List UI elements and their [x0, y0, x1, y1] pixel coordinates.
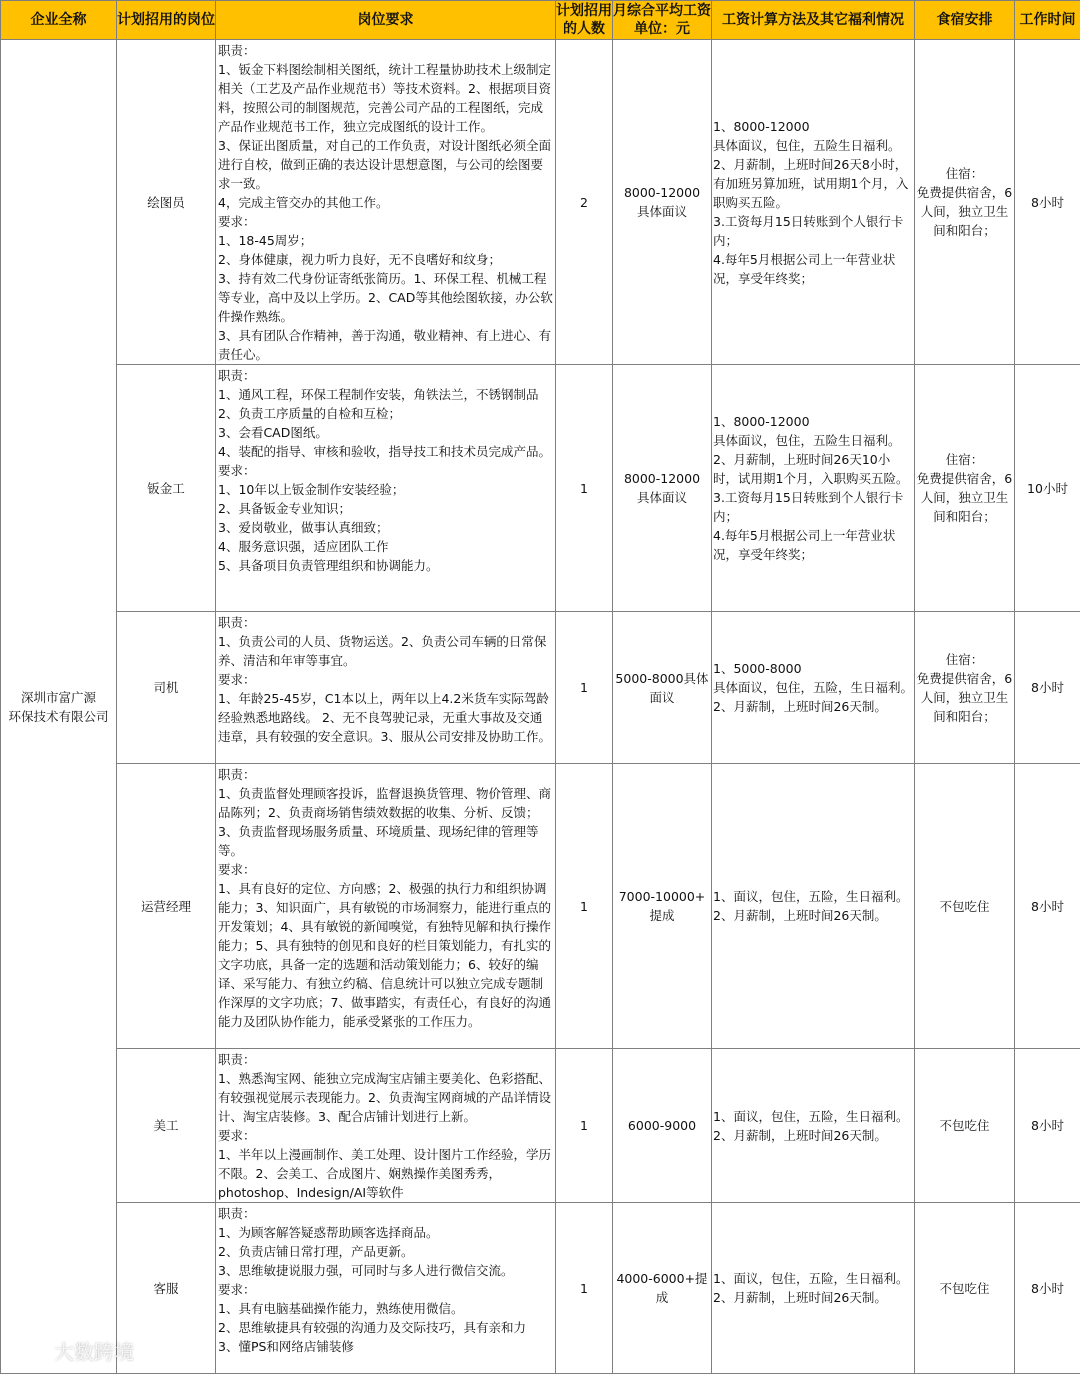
header-position: 计划招用的岗位 — [117, 1, 216, 40]
hire-count: 2 — [556, 40, 613, 365]
job-requirements: 职责： 1、负责监督处理顾客投诉，监督退换货管理、物价管理、商品陈列；2、负责商场销售绩效数据的收集、分析、反馈；3、负责监督现场服务质量、环境质量、现场纪律的管理等等。 要求： 1、具有良好的定位、方向感；2、极强的执行力和组织协调能力；3、知识面广，具有敏锐的市场洞察力，能进行重点的开发策划；4、具有敏锐的新闻嗅觉，有独特见解和执行操作能力；5、具有独特的创见和良好的栏目策划能力，有扎实的文字功底，具备一定的选题和活动策划能力；6、较好的编译、采写能力、有独立约稿、信息统计可以独立完成专题制作深厚的文字功底；7、做事踏实，有责任心，有良好的沟通能力及团队协作能力，能承受紧张的工作压力。 — [216, 764, 556, 1049]
benefits: 1、5000-8000 具体面议，包住，五险，生日福利。2、月薪制，上班时间26天制。 — [712, 612, 915, 764]
salary: 6000-9000 — [613, 1049, 712, 1203]
salary: 7000-10000+ 提成 — [613, 764, 712, 1049]
company-name: 深圳市富广源 环保技术有限公司 — [1, 40, 117, 1374]
work-hours: 8小时 — [1015, 1049, 1080, 1203]
position-name: 美工 — [117, 1049, 216, 1203]
work-hours: 8小时 — [1015, 764, 1080, 1049]
salary: 8000-12000 具体面议 — [613, 40, 712, 365]
watermark-text: 大数跨境 — [54, 1336, 134, 1365]
header-benefits: 工资计算方法及其它福利情况 — [712, 1, 915, 40]
benefits: 1、面议，包住，五险，生日福利。2、月薪制，上班时间26天制。 — [712, 764, 915, 1049]
header-salary: 月综合平均工资单位：元 — [613, 1, 712, 40]
position-name: 客服 — [117, 1203, 216, 1374]
table-row — [1, 1049, 1080, 1203]
position-name: 司机 — [117, 612, 216, 764]
work-hours: 8小时 — [1015, 1203, 1080, 1374]
position-name: 运营经理 — [117, 764, 216, 1049]
work-hours: 8小时 — [1015, 612, 1080, 764]
accommodation: 不包吃住 — [915, 764, 1015, 1049]
job-requirements: 职责： 1、负责公司的人员、货物运送。2、负责公司车辆的日常保养、清洁和年审等事宜。 要求： 1、年龄25-45岁，C1本以上，两年以上4.2米货车实际驾龄经验熟悉地路线。 2、无不良驾驶记录，无重大事故及交通违章，具有较强的安全意识。3、服从公司安排及协助工作。 — [216, 612, 556, 764]
position-name: 钣金工 — [117, 365, 216, 612]
accommodation: 住宿： 免费提供宿舍，6人间，独立卫生间和阳台； — [915, 365, 1015, 612]
table-row — [1, 612, 1080, 764]
job-requirements: 职责： 1、钣金下料图绘制相关图纸，统计工程量协助技术上级制定相关（工艺及产品作业规范书）等技术资料。2、根据项目资料，按照公司的制图规范，完善公司产品的工程图纸，完成产品作业规范书工作，独立完成图纸的设计工作。 3、保证出图质量，对自己的工作负责，对设计图纸必须全面进行自校，做到正确的表达设计思想意图，与公司的绘图要求一致。 4，完成主管交办的其他工作。 要求： 1、18-45周岁； 2、身体健康，视力听力良好，无不良嗜好和纹身； 3、持有效二代身份证寄纸张简历。1、环保工程、机械工程等专业，高中及以上学历。2、CAD等其他绘图软接，办公软件操作熟练。 3、具有团队合作精神，善于沟通，敬业精神、有上进心、有责任心。 — [216, 40, 556, 365]
job-requirements: 职责： 1、通风工程，环保工程制作安装，角铁法兰，不锈钢制品 2、负责工序质量的自检和互检； 3、会看CAD图纸。 4、装配的指导、审核和验收，指导技工和技术员完成产品。 要求： 1、10年以上钣金制作安装经验； 2、具备钣金专业知识； 3、爱岗敬业，做事认真细致； 4、服务意识强，适应团队工作 5、具备项目负责管理组织和协调能力。 — [216, 365, 556, 612]
watermark — [6, 1336, 134, 1365]
work-hours: 8小时 — [1015, 40, 1080, 365]
hire-count: 1 — [556, 764, 613, 1049]
table-row — [1, 764, 1080, 1049]
hire-count: 1 — [556, 612, 613, 764]
benefits: 1、面议，包住，五险，生日福利。2、月薪制，上班时间26天制。 — [712, 1049, 915, 1203]
benefits: 1、8000-12000 具体面议，包住，五险生日福利。 2、月薪制，上班时间26天8小时，有加班另算加班，试用期1个月，入职购买五险。 3.工资每月15日转账到个人银行卡内； 4.每年5月根据公司上一年营业状况，享受年终奖； — [712, 40, 915, 365]
work-hours: 10小时 — [1015, 365, 1080, 612]
accommodation: 住宿： 免费提供宿舍，6人间，独立卫生间和阳台； — [915, 40, 1015, 365]
table-row — [1, 365, 1080, 612]
watermark-logo-icon — [6, 1340, 50, 1362]
hire-count: 1 — [556, 365, 613, 612]
salary: 5000-8000具体面议 — [613, 612, 712, 764]
job-requirements: 职责： 1、为顾客解答疑惑帮助顾客选择商品。 2、负责店铺日常打理，产品更新。 3、思维敏捷说服力强，可同时与多人进行微信交流。 要求： 1、具有电脑基础操作能力，熟练使用微信。 2、思维敏捷具有较强的沟通力及交际技巧，具有亲和力 3、懂PS和网络店铺装修 — [216, 1203, 556, 1374]
header-company: 企业全称 — [1, 1, 117, 40]
benefits: 1、面议，包住，五险，生日福利。2、月薪制，上班时间26天制。 — [712, 1203, 915, 1374]
accommodation: 不包吃住 — [915, 1049, 1015, 1203]
job-requirements: 职责： 1、熟悉淘宝网、能独立完成淘宝店铺主要美化、色彩搭配、有较强视觉展示表现能力。2、负责淘宝网商城的产品详情设计、淘宝店装修。3、配合店铺计划进行上新。 要求： 1、半年以上漫画制作、美工处理、设计图片工作经验，学历不限。2、会美工、合成图片、娴熟操作美图秀秀，photoshop、Indesign/AI等软件 — [216, 1049, 556, 1203]
salary: 8000-12000 具体面议 — [613, 365, 712, 612]
hire-count: 1 — [556, 1049, 613, 1203]
benefits: 1、8000-12000 具体面议，包住，五险生日福利。 2、月薪制，上班时间26天10小时，试用期1个月，入职购买五险。 3.工资每月15日转账到个人银行卡内； 4.每年5月根据公司上一年营业状况，享受年终奖； — [712, 365, 915, 612]
header-hours: 工作时间 — [1015, 1, 1080, 40]
table-row — [1, 40, 1080, 365]
hire-count: 1 — [556, 1203, 613, 1374]
header-count: 计划招用的人数 — [556, 1, 613, 40]
header-requirements: 岗位要求 — [216, 1, 556, 40]
header-row — [1, 1, 1080, 40]
accommodation: 住宿： 免费提供宿舍，6人间，独立卫生间和阳台； — [915, 612, 1015, 764]
table-row — [1, 1203, 1080, 1374]
header-accommodation: 食宿安排 — [915, 1, 1015, 40]
position-name: 绘图员 — [117, 40, 216, 365]
accommodation: 不包吃住 — [915, 1203, 1015, 1374]
salary: 4000-6000+提成 — [613, 1203, 712, 1374]
